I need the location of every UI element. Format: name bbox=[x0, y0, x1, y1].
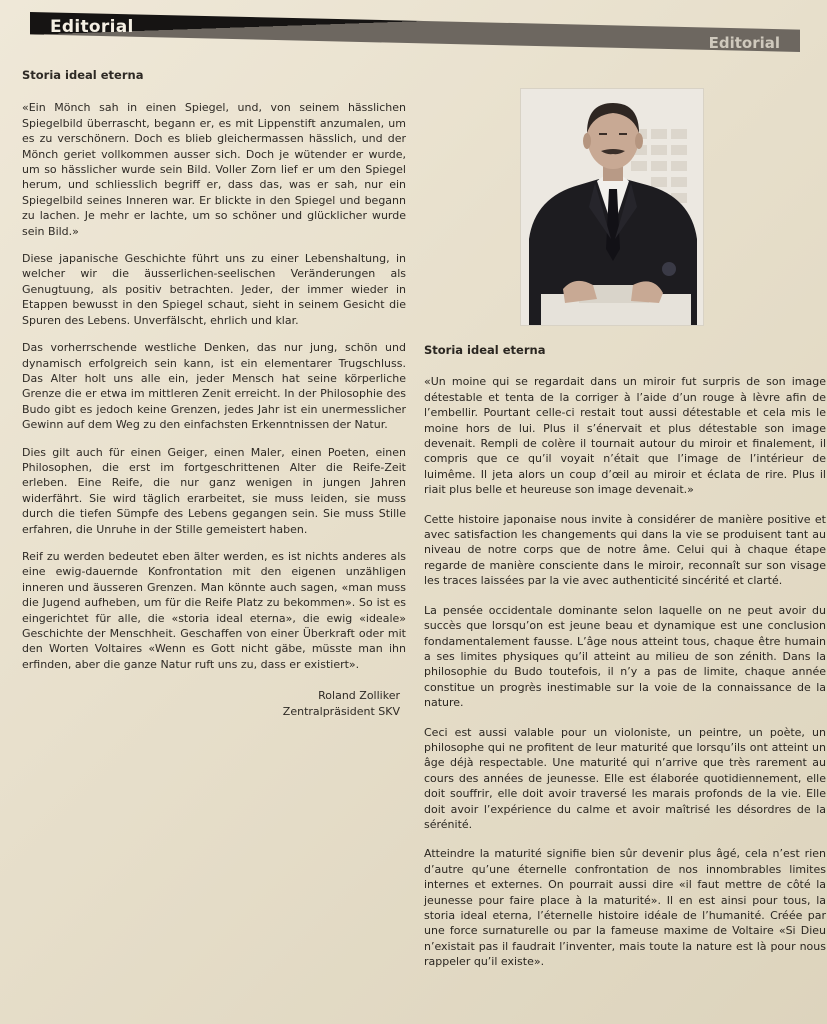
german-paragraph: Reif zu werden bedeutet eben älter werden, es ist nichts anderes als eine ewig-dauernde Konfrontation mit den eigenen unzähligen inneren und äusseren Grenzen. Man könnte auch sagen, «man muss die Jugend aufheben, um für die Reife Platz zu bekommen». So ist es eingerichtet für alle, die «storia ideal eterna», die ewig «ideale» Geschichte der Menschheit. Geschaffen von einer Überkraft oder mit den Worten Voltaires «Wenn es Gott nicht gäbe, müsste man ihn erfinden, aber die ganze Natur ruft uns zu, dass er existiert». bbox=[22, 549, 406, 671]
french-column bbox=[424, 343, 826, 984]
german-paragraph: Das vorherrschende westliche Denken, das nur jung, schön und dynamisch erfolgreich sein kann, ist ein elementarer Trugschluss. Das Alter holt uns alle ein, jeder Mensch hat seine körperliche Grenze die er etwa im mittleren Zenit erreicht. In der Philosophie des Budo gibt es jedoch keine Grenzen, jedes Jahr ist ein unermesslicher Gewinn auf dem Weg zu den einfachsten Erkenntnissen der Natur. bbox=[22, 341, 406, 432]
portrait-icon bbox=[521, 89, 703, 325]
portrait-photo bbox=[520, 88, 704, 326]
french-paragraph: Ceci est aussi valable pour un violoniste, un peintre, un poète, un philosophe qui ne profitent de leur maturité que lorsqu’ils ont atteint un âge déjà respectable. Une maturité qui n’arrive que très rarement au cours des années de jeunesse. Elle est élaborée quotidiennement, elle doit souffrir, elle doit avoir traversé les marais profonds de la vie. Elle doit avoir l’expérience du calme et avoir maîtrisé les désordres de la sérénité. bbox=[424, 725, 826, 831]
french-paragraph: Cette histoire japonaise nous invite à considérer de manière positive et avec satisfaction les changements qui dans la vie se produisent tant au niveau de notre corps que de notre âme. Celui qui à chaque étape regarde de manière consciente dans le miroir, reconnaît sur son visage les traces laissées par la vie avec authenticité sincérité et clarté. bbox=[424, 512, 826, 588]
signature-name: Roland Zolliker bbox=[318, 689, 400, 703]
german-paragraph: Dies gilt auch für einen Geiger, einen Maler, einen Poeten, einen Philosophen, die erst im fortgeschrittenen Alter die Reife-Zeit erleben. Eine Reife, die nur ganz wenigen in jungen Jahren widerfährt. Sie wird täglich erarbeitet, sie muss leiden, sie muss durch die tiefen Sümpfe des Lebens gegangen sein. Sie muss Stille erfahren, die Unruhe in der Stille gemeistert haben. bbox=[22, 445, 406, 536]
signature bbox=[22, 688, 400, 720]
german-paragraph: Diese japanische Geschichte führt uns zu einer Lebenshaltung, in welcher wir die äusserlichen-seelischen Veränderungen als Genugtuung, als positiv betrachten. Jeder, der immer wieder in Etappen bewusst in den Spiegel schaut, sieht in seinem Gesicht die Spuren des Lebens. Unverfälscht, ehrlich und klar. bbox=[22, 252, 406, 327]
french-heading: Storia ideal eterna bbox=[424, 343, 546, 357]
french-paragraph: «Un moine qui se regardait dans un miroir fut surpris de son image détestable et tenta de la corriger à l’aide d’un rouge à lèvre afin de l’embellir. Pourtant celle-ci restait tout aussi détestable et cela mis le moine hors de lui. Plus il s’énervait et plus détestable son image devenait. Rempli de colère il tournait autour du miroir et finalement, il compris que ce qu’il voyait n’était que l’image de l’intérieur de luimême. Il jeta alors un coup d’œil au miroir et éclata de rire. Plus il riait plus belle et heureuse son image devenait.» bbox=[424, 375, 826, 497]
signature-role: Zentralpräsident SKV bbox=[282, 705, 400, 719]
german-paragraph: «Ein Mönch sah in einen Spiegel, und, von seinem hässlichen Spiegelbild überrascht, begann er, es mit Lippenstift anzumalen, um es zu verschönern. Doch es blieb gleichermassen hässlich, und der Mönch geriet vollkommen ausser sich. Doch je wütender er wurde, um so hässlicher wurde sein Bild. Voller Zorn lief er um den Spiegel herum, und schliesslich begriff er, dass das, was er sah, nur ein Spiegelbild seines Inneren war. Er blickte in den Spiegel und begann zu lachen. Je mehr er lachte, um so schöner und glücklicher wurde sein Bild.» bbox=[22, 101, 406, 238]
french-paragraph: La pensée occidentale dominante selon laquelle on ne peut avoir du succès que lorsqu’on est jeune beau et dynamique est une conclusion fondamentalement fausse. L’âge nous atteint tous, chaque être humain a ses limites physiques qu’il atteint au milieu de son zénith. Dans la philosophie du Budo toutefois, il n’y a pas de limite, chaque année constitue un progrès inestimable sur la voie de la connaissance de la nature. bbox=[424, 603, 826, 710]
editorial-banner bbox=[30, 12, 800, 52]
banner-title-right: Editorial bbox=[708, 34, 780, 52]
german-column bbox=[22, 68, 406, 720]
french-paragraph: Atteindre la maturité signifie bien sûr devenir plus âgé, cela n’est rien d’autre qu’une éternelle confrontation de nos innombrables limites internes et externes. On pourrait aussi dire «il faut mettre de côté la jeunesse pour faire place à la maturité». Il en est ainsi pour tous, la storia ideal eterna, l’éternelle histoire idéale de l’humanité. Créée par une force surnaturelle ou par la fameuse maxime de Voltaire «Si Dieu n’existait pas il faudrait l’inventer, mais toute la nature est là pour nous rappeler qu’il existe». bbox=[424, 847, 826, 969]
banner-bar bbox=[30, 12, 800, 52]
german-heading: Storia ideal eterna bbox=[22, 68, 144, 82]
banner-title-left: Editorial bbox=[50, 17, 134, 37]
